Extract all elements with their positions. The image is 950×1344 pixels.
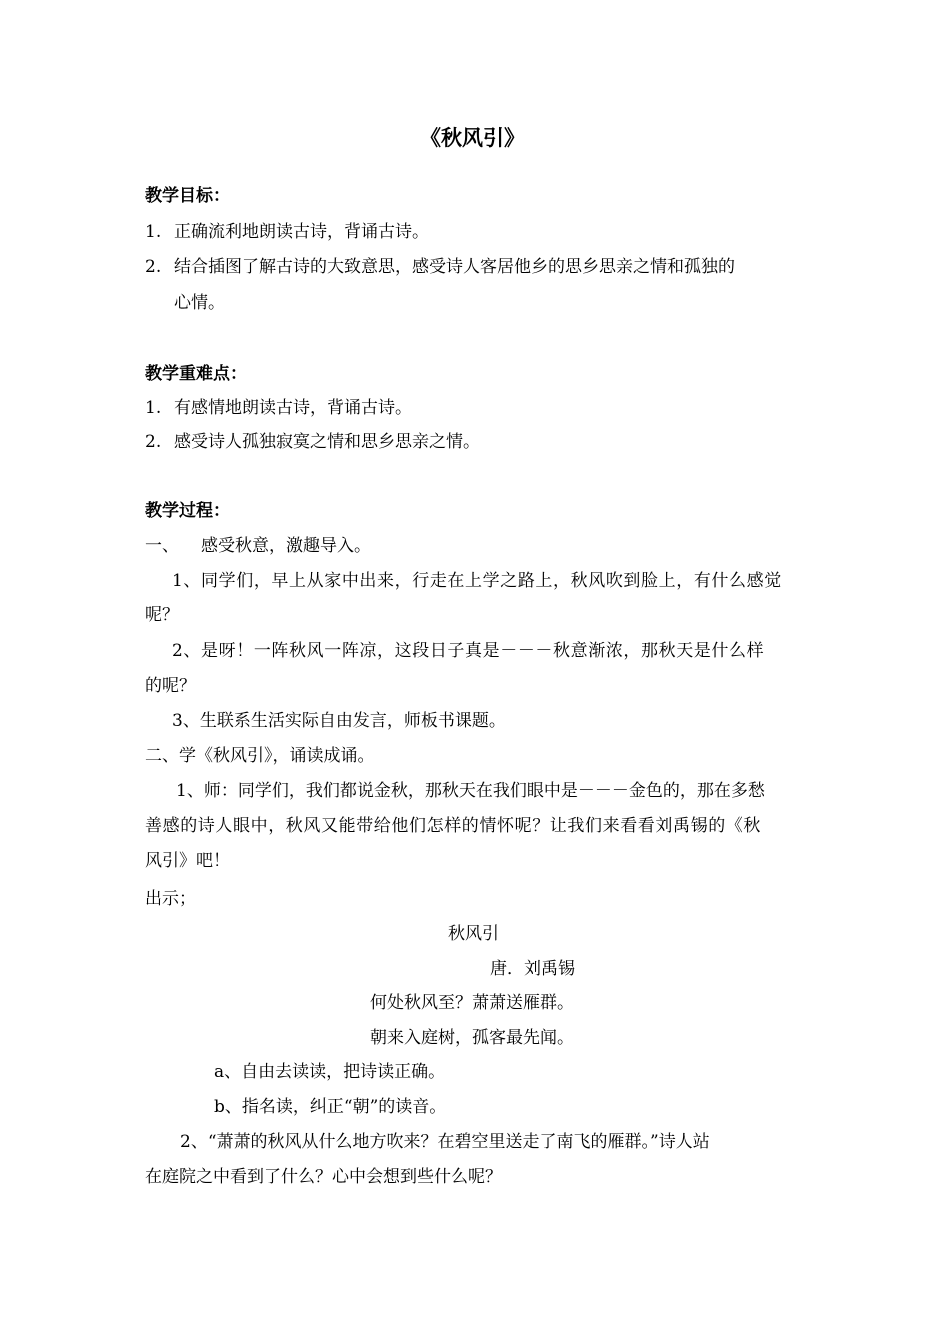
poem-author: 唐．刘禹锡 (490, 959, 575, 979)
part-1-heading: 感受秋意，激趣导入。 (201, 536, 371, 556)
sub-step-a: a、自由去读读，把诗读正确。 (214, 1062, 446, 1082)
key-point-2-text: 感受诗人孤独寂寞之情和思乡思亲之情。 (174, 432, 480, 452)
document-title: 《秋风引》 (420, 126, 525, 150)
key-point-2-number: 2. (145, 432, 162, 452)
key-points-heading: 教学重难点： (145, 364, 247, 384)
poem-line-1: 何处秋风至？萧萧送雁群。 (370, 993, 574, 1013)
show-label: 出示； (145, 889, 196, 909)
step-4-line-1: 1、师：同学们，我们都说金秋，那秋天在我们眼中是－－－金色的，那在多愁 (176, 781, 765, 801)
step-5-line-2: 在庭院之中看到了什么？心中会想到些什么呢？ (145, 1167, 502, 1187)
step-3-line-1: 3、生联系生活实际自由发言，师板书课题。 (172, 711, 506, 731)
part-2-heading: 二、学《秋风引》，诵读成诵。 (145, 746, 375, 766)
step-2-line-1: 2、是呀！一阵秋风一阵凉，这段日子真是－－－秋意渐浓，那秋天是什么样 (172, 641, 765, 661)
objective-2-continuation: 心情。 (174, 293, 225, 313)
objective-2-text: 结合插图了解古诗的大致意思，感受诗人客居他乡的思乡思亲之情和孤独的 (174, 257, 735, 277)
step-4-line-2: 善感的诗人眼中，秋风又能带给他们怎样的情怀呢？让我们来看看刘禹锡的《秋 (145, 816, 761, 836)
objectives-heading: 教学目标： (145, 186, 230, 206)
sub-step-b: b、指名读，纠正“朝”的读音。 (214, 1097, 447, 1117)
step-4-line-3: 风引》吧！ (145, 851, 230, 871)
step-2-line-2: 的呢？ (145, 676, 196, 696)
key-point-1-number: 1. (145, 398, 162, 418)
step-1-line-1: 1、同学们，早上从家中出来，行走在上学之路上，秋风吹到脸上，有什么感觉 (172, 571, 782, 591)
objective-2-number: 2. (145, 257, 162, 277)
objective-1-number: 1. (145, 222, 162, 242)
key-point-1-text: 有感情地朗读古诗，背诵古诗。 (174, 398, 412, 418)
process-heading: 教学过程： (145, 501, 230, 521)
step-1-line-2: 呢？ (145, 605, 179, 625)
objective-1-text: 正确流利地朗读古诗，背诵古诗。 (174, 222, 429, 242)
poem-title: 秋风引 (448, 924, 499, 944)
step-5-line-1: 2、“萧萧的秋风从什么地方吹来？在碧空里送走了南飞的雁群。”诗人站 (180, 1132, 710, 1152)
part-1-number: 一、 (145, 536, 179, 556)
poem-line-2: 朝来入庭树，孤客最先闻。 (370, 1028, 574, 1048)
